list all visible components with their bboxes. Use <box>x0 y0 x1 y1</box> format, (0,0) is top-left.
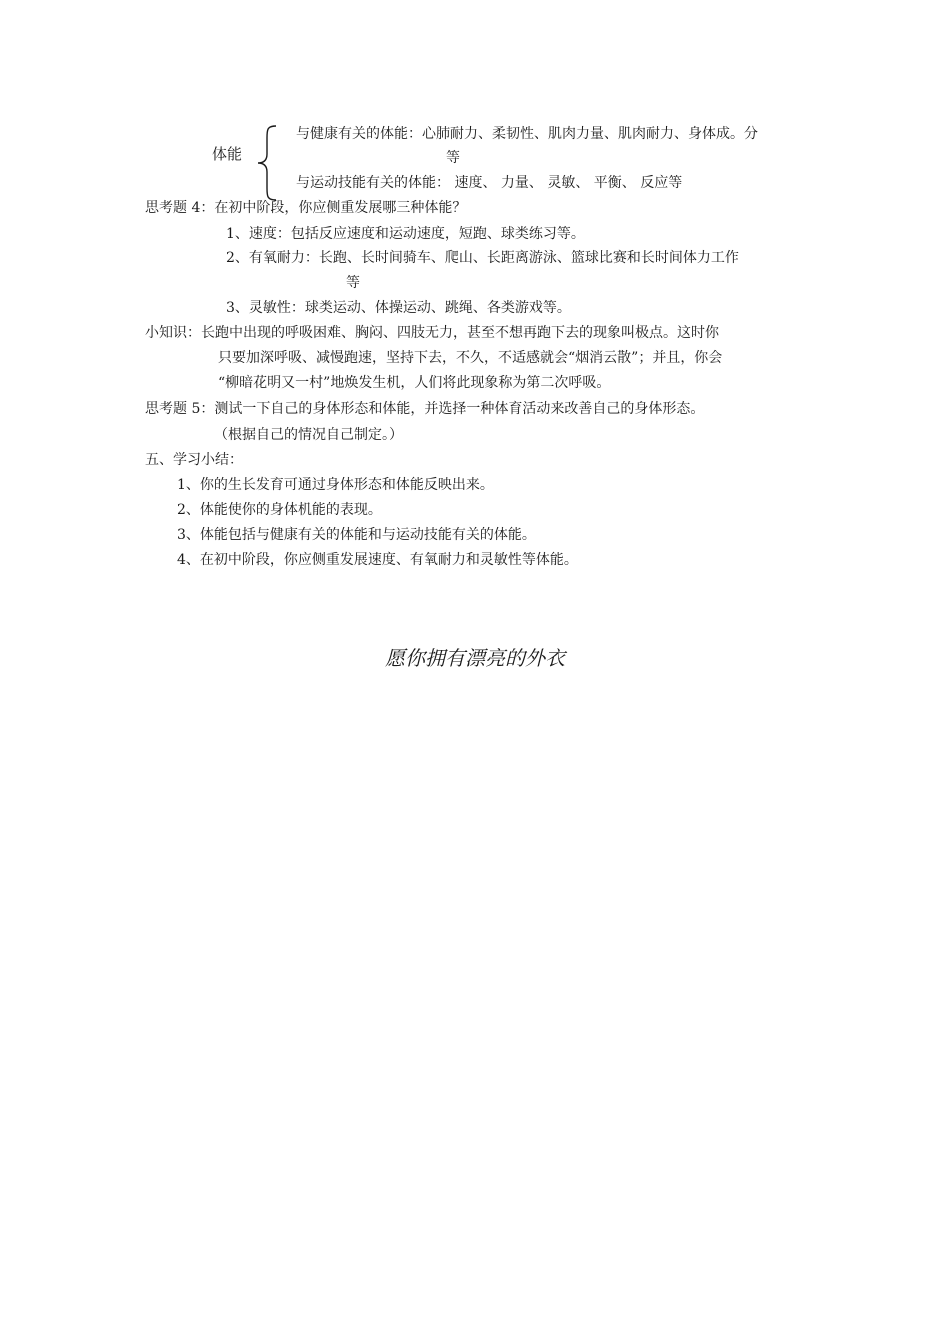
summary-item: 2、体能使你的身体机能的表现。 <box>177 502 382 518</box>
summary-item: 4、在初中阶段，你应侧重发展速度、有氧耐力和灵敏性等体能。 <box>177 552 578 568</box>
question-4-item-2-cont: 等 <box>346 275 360 291</box>
question-4-item-2: 2、有氧耐力：长跑、长时间骑车、爬山、长距离游泳、篮球比赛和长时间体力工作 <box>226 250 739 266</box>
fitness-label: 体能 <box>212 145 243 163</box>
summary-item: 1、你的生长发育可通过身体形态和体能反映出来。 <box>177 477 494 493</box>
question-4-title: 思考题 4：在初中阶段，你应侧重发展哪三种体能？ <box>145 200 467 216</box>
tip-line-1: 小知识：长跑中出现的呼吸困难、胸闷、四肢无力，甚至不想再跑下去的现象叫极点。这时你 <box>145 325 719 341</box>
question-4-item-1: 1、速度：包括反应速度和运动速度，短跑、球类练习等。 <box>226 226 585 242</box>
health-fitness-line-cont: 等 <box>446 150 460 166</box>
skill-fitness-line: 与运动技能有关的体能： 速度、 力量、 灵敏、 平衡、 反应等 <box>296 175 683 191</box>
question-5-title: 思考题 5：测试一下自己的身体形态和体能，并选择一种体育活动来改善自己的身体形态。 <box>145 401 705 417</box>
summary-item: 3、体能包括与健康有关的体能和与运动技能有关的体能。 <box>177 527 536 543</box>
tip-line-3: “柳暗花明又一村”地焕发生机，人们将此现象称为第二次呼吸。 <box>218 375 611 391</box>
question-4-item-3: 3、灵敏性：球类运动、体操运动、跳绳、各类游戏等。 <box>226 300 571 316</box>
next-section-title: 愿你拥有漂亮的外衣 <box>385 646 565 670</box>
question-5-note: （根据自己的情况自己制定。） <box>214 427 403 443</box>
tip-line-2: 只要加深呼吸、减慢跑速，坚持下去，不久，不适感就会“烟消云散”；并且，你会 <box>218 350 723 366</box>
curly-brace-icon <box>254 124 294 202</box>
summary-heading: 五、学习小结： <box>145 452 243 468</box>
health-fitness-line: 与健康有关的体能：心肺耐力、柔韧性、肌肉力量、肌肉耐力、身体成。分 <box>296 126 758 142</box>
